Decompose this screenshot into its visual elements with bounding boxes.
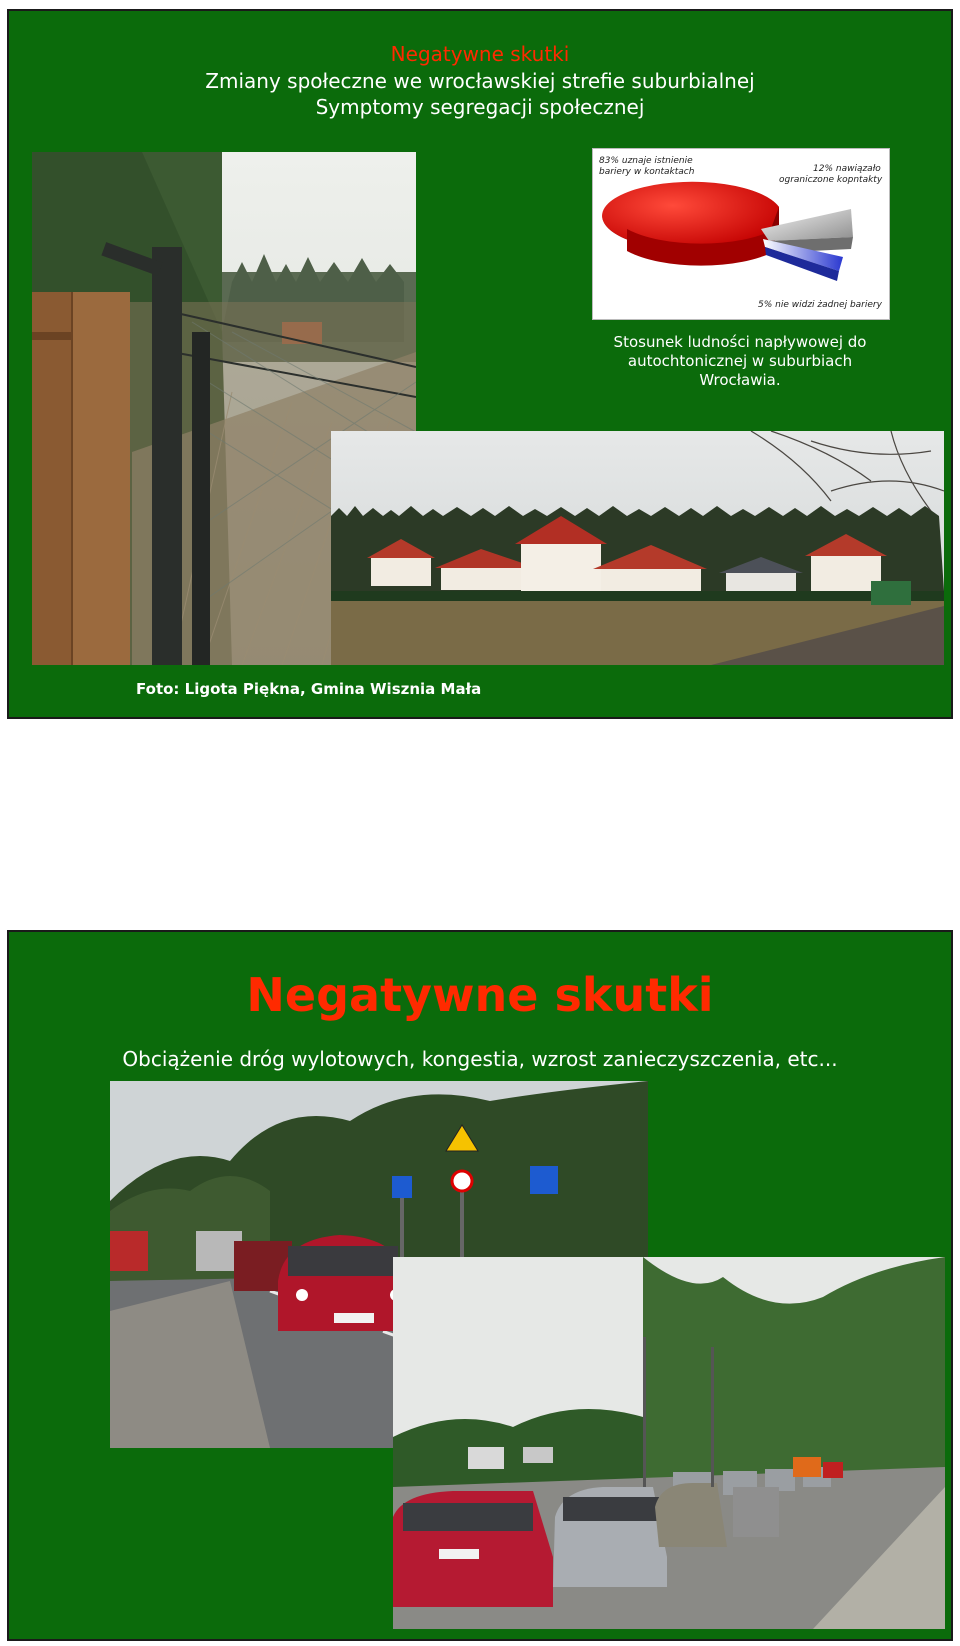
slide1-subtitle-1: Zmiany społeczne we wrocławskiej strefie suburbialnej [205,69,755,93]
slide-1 [7,9,953,719]
pie-chart [592,148,890,320]
pie-label-12-line1: 12% nawiązało [813,164,881,174]
houses-photo [331,431,944,665]
slide1-subtitle-2: Symptomy segregacji społecznej [315,95,645,119]
pie-label-83-line1: 83% uznaje istnienie [599,156,693,166]
chart-caption: Stosunek ludności napływowej do autochtonicznej w suburbiach Wrocławia. [613,333,867,389]
traffic-photo-2 [393,1257,945,1629]
pie-label-12-line2: ograniczone kopntakty [779,175,883,185]
pie-label-83-line2: bariery w kontaktach [599,167,695,177]
slide-2 [7,930,953,1641]
photo-credit: Foto: Ligota Piękna, Gmina Wisznia Mała [136,680,482,698]
slide1-title: Negatywne skutki [390,42,570,66]
slide2-title: Negatywne skutki [246,968,714,1022]
slide2-subtitle: Obciążenie dróg wylotowych, kongestia, wzrost zanieczyszczenia, etc... [122,1047,838,1071]
pie-label-5: 5% nie widzi żadnej bariery [758,300,882,310]
